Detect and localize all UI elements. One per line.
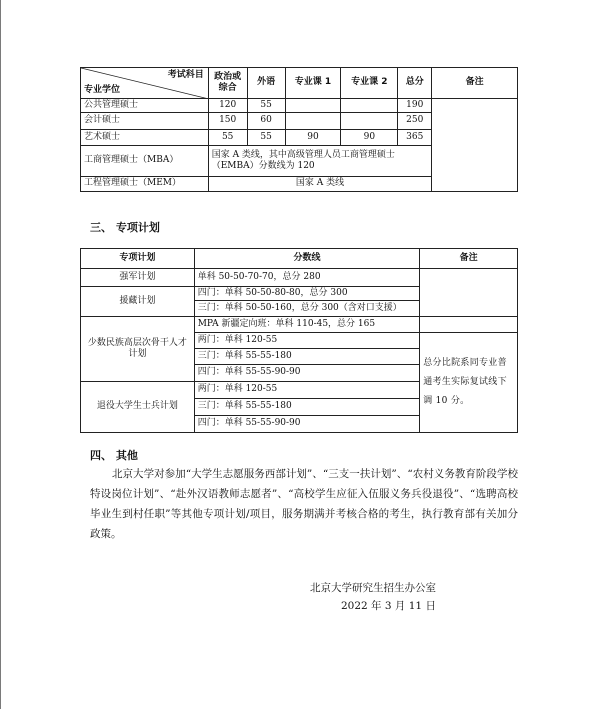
minority-line-1: MPA 新疆定向班：单科 110-45，总分 165 xyxy=(194,317,419,333)
row-foreign: 55 xyxy=(247,99,285,113)
mem-line: 国家 A 类线 xyxy=(208,177,432,192)
header-score: 分数线 xyxy=(194,249,419,269)
minority-line-3: 三门：单科 55-55-180 xyxy=(194,349,419,365)
table-row xyxy=(81,99,518,113)
header-plan: 专项计划 xyxy=(81,249,195,269)
row-politics: 150 xyxy=(208,113,247,130)
row-pro2 xyxy=(341,99,398,113)
section3-heading: 三、 专项计划 xyxy=(90,221,160,234)
plan-yuanzang: 援藏计划 xyxy=(81,287,195,317)
section4-heading: 四、 其他 xyxy=(90,449,138,462)
header-note: 备注 xyxy=(432,68,518,99)
corner-top-label: 考试科目 xyxy=(167,70,204,80)
header-note: 备注 xyxy=(420,249,518,269)
row-pro1: 90 xyxy=(285,130,341,146)
mba-line: 国家 A 类线，其中高级管理人员工商管理硕士（EMBA）分数线为 120 xyxy=(208,146,432,177)
row-total: 250 xyxy=(398,113,432,130)
header-total: 总分 xyxy=(398,68,432,99)
header-politics: 政治或 综合 xyxy=(208,68,247,99)
row-name: 会计硕士 xyxy=(81,113,209,130)
row-total: 365 xyxy=(398,130,432,146)
veteran-line-3: 四门：单科 55-55-90-90 xyxy=(194,416,419,433)
header-pro1: 专业课 1 xyxy=(285,68,341,99)
row-name: 艺术硕士 xyxy=(81,130,209,146)
row-total: 190 xyxy=(398,99,432,113)
mba-name: 工商管理硕士（MBA） xyxy=(81,146,209,177)
table1-note-cell xyxy=(432,99,518,192)
row-pro1 xyxy=(285,99,341,113)
qiangjun-line: 单科 50-50-70-70，总分 280 xyxy=(194,269,419,287)
note-blank-2 xyxy=(420,317,518,333)
page-left-edge xyxy=(0,0,1,709)
veteran-line-1: 两门：单科 120-55 xyxy=(194,382,419,399)
yuanzang-line-2: 三门：单科 50-50-160，总分 300（含对口支援） xyxy=(194,301,419,317)
row-pro2: 90 xyxy=(341,130,398,146)
special-plan-table xyxy=(80,248,518,433)
table1-corner-cell xyxy=(81,68,209,99)
row-politics: 120 xyxy=(208,99,247,113)
row-pro2 xyxy=(341,113,398,130)
yuanzang-line-1: 四门：单科 50-50-80-80，总分 300 xyxy=(194,287,419,301)
signature-date: 2022 年 3 月 11 日 xyxy=(341,600,436,612)
row-pro1 xyxy=(285,113,341,130)
veteran-line-2: 三门：单科 55-55-180 xyxy=(194,399,419,416)
table2-header-row xyxy=(81,249,518,269)
section4-paragraph: 北京大学对参加“大学生志愿服务西部计划”、“三支一扶计划”、“农村义务教育阶段学校特设岗位计划”、“赴外汉语教师志愿者”、“高校学生应征入伍服义务兵役退役”、“选聘高校毕业生到村任职”等其他专项计划/项目，服务期满并考核合格的考生，执行教育部有关加分政策。 xyxy=(90,468,518,540)
minority-line-2: 两门：单科 120-55 xyxy=(194,333,419,349)
header-pro2: 专业课 2 xyxy=(341,68,398,99)
table-row xyxy=(81,269,518,287)
header-foreign: 外语 xyxy=(247,68,285,99)
plan-veteran: 退役大学生士兵计划 xyxy=(81,382,195,433)
plan-qiangjun: 强军计划 xyxy=(81,269,195,287)
plan-minority: 少数民族高层次骨干人才计划 xyxy=(81,317,195,382)
minority-line-4: 四门：单科 55-55-90-90 xyxy=(194,365,419,382)
row-foreign: 55 xyxy=(247,130,285,146)
signature-org: 北京大学研究生招生办公室 xyxy=(310,582,436,594)
corner-bottom-label: 专业学位 xyxy=(84,84,121,95)
table1-header-row xyxy=(81,68,518,99)
table-row xyxy=(81,317,518,333)
note-text: 总分比院系同专业普通考生实际复试线下调 10 分。 xyxy=(420,333,518,433)
note-blank-1 xyxy=(420,269,518,317)
score-table-professional xyxy=(80,67,518,192)
row-foreign: 60 xyxy=(247,113,285,130)
row-name: 公共管理硕士 xyxy=(81,99,209,113)
row-politics: 55 xyxy=(208,130,247,146)
mem-name: 工程管理硕士（MEM） xyxy=(81,177,209,192)
